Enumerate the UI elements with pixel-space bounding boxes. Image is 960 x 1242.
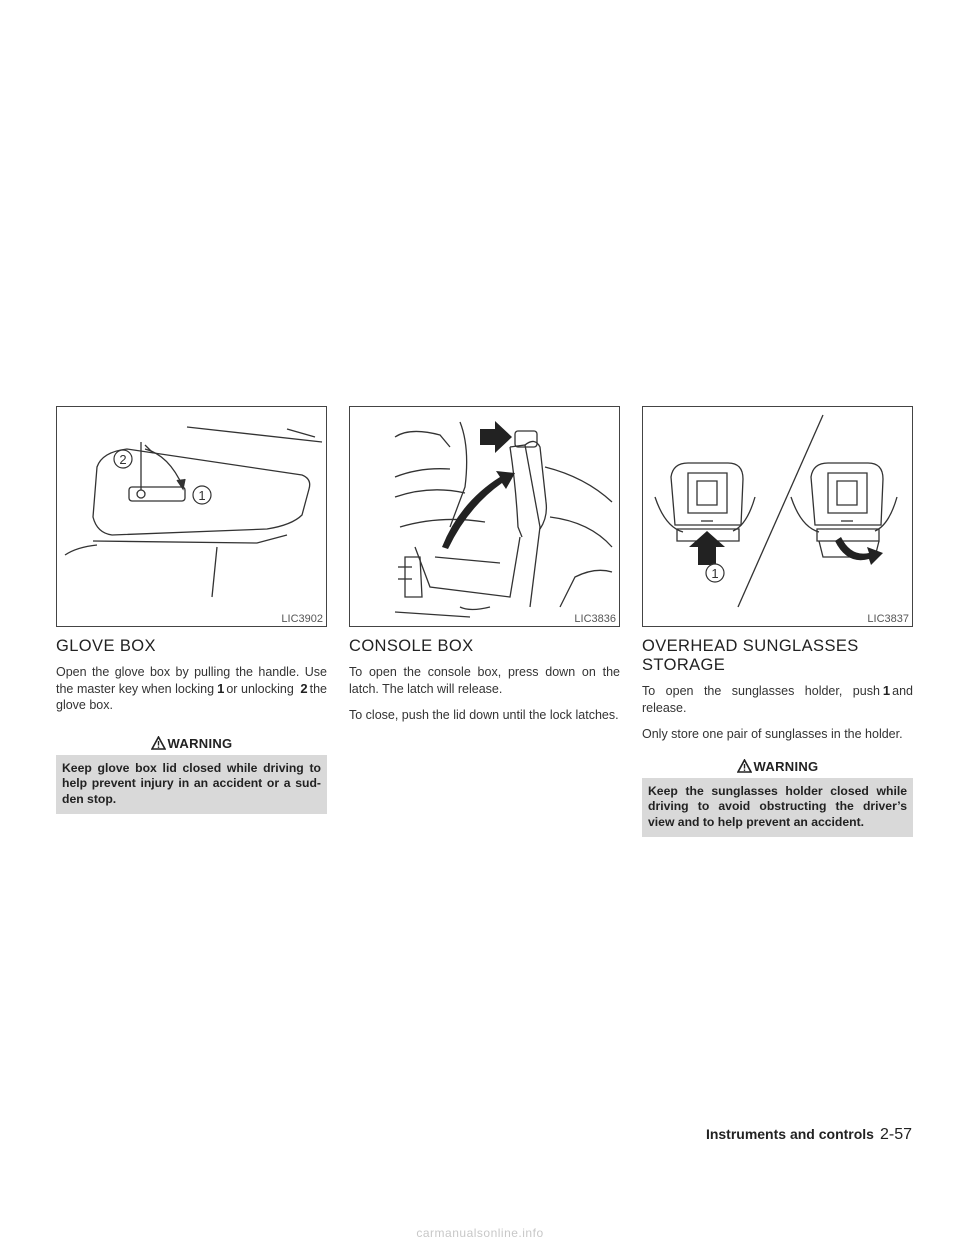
paragraph xyxy=(642,683,913,716)
circled-number-1: 1 xyxy=(217,680,225,696)
overhead-sunglasses-storage-section xyxy=(642,406,913,837)
text: To open the sunglasses holder, push xyxy=(642,684,880,698)
section-name: Instruments and controls xyxy=(705,1126,874,1142)
section-title: CONSOLE BOX xyxy=(349,637,474,655)
glove-box-drawing xyxy=(57,407,326,626)
callout-2: 2 xyxy=(119,452,127,467)
text: the glove box. xyxy=(56,681,327,712)
warning-label: WARNING xyxy=(167,735,233,751)
callout-1: 1 xyxy=(198,488,206,503)
sunglasses-holder-illustration xyxy=(642,406,913,627)
section-title: OVERHEAD SUNGLASSES STORAGE xyxy=(642,637,859,674)
warning-header xyxy=(642,753,913,778)
sunglasses-holder-drawing xyxy=(643,407,912,626)
text: Open the glove box by pulling the handle. Use the master key when locking xyxy=(56,665,327,696)
watermark: carmanualsonline.info xyxy=(416,1226,544,1240)
glove-box-section xyxy=(56,406,327,814)
warning-label: WARNING xyxy=(753,758,819,774)
text: or unlocking xyxy=(226,681,294,696)
warning-icon xyxy=(737,759,752,773)
section-title: GLOVE BOX xyxy=(56,637,156,655)
circled-number-2: 2 xyxy=(300,680,308,696)
glove-box-illustration xyxy=(56,406,327,627)
warning-header xyxy=(56,730,327,755)
figure-code: LIC3902 xyxy=(281,613,323,625)
console-box-drawing xyxy=(350,407,619,626)
paragraph: Only store one pair of sunglasses in the holder. xyxy=(642,727,903,741)
paragraph xyxy=(56,664,327,714)
console-box-illustration xyxy=(349,406,620,627)
page-footer xyxy=(706,1126,912,1144)
warning-text: Keep glove box lid closed while driving to help prevent injury in an accident or a sud-den stop. xyxy=(56,755,327,815)
page-number: 2-57 xyxy=(879,1126,912,1143)
figure-code: LIC3837 xyxy=(867,613,909,625)
callout-1: 1 xyxy=(711,566,719,581)
figure-code: LIC3836 xyxy=(574,613,616,625)
circled-number-1: 1 xyxy=(882,683,891,698)
console-box-section xyxy=(349,406,620,734)
paragraph: To open the console box, press down on the latch. The latch will release. xyxy=(349,665,620,696)
text: and release. xyxy=(642,684,913,715)
paragraph: To close, push the lid down until the lock latches. xyxy=(349,708,619,722)
warning-icon xyxy=(151,736,166,750)
warning-text: Keep the sunglasses holder closed while driving to avoid obstructing the driver’s view and to help prevent an accident. xyxy=(642,778,913,838)
